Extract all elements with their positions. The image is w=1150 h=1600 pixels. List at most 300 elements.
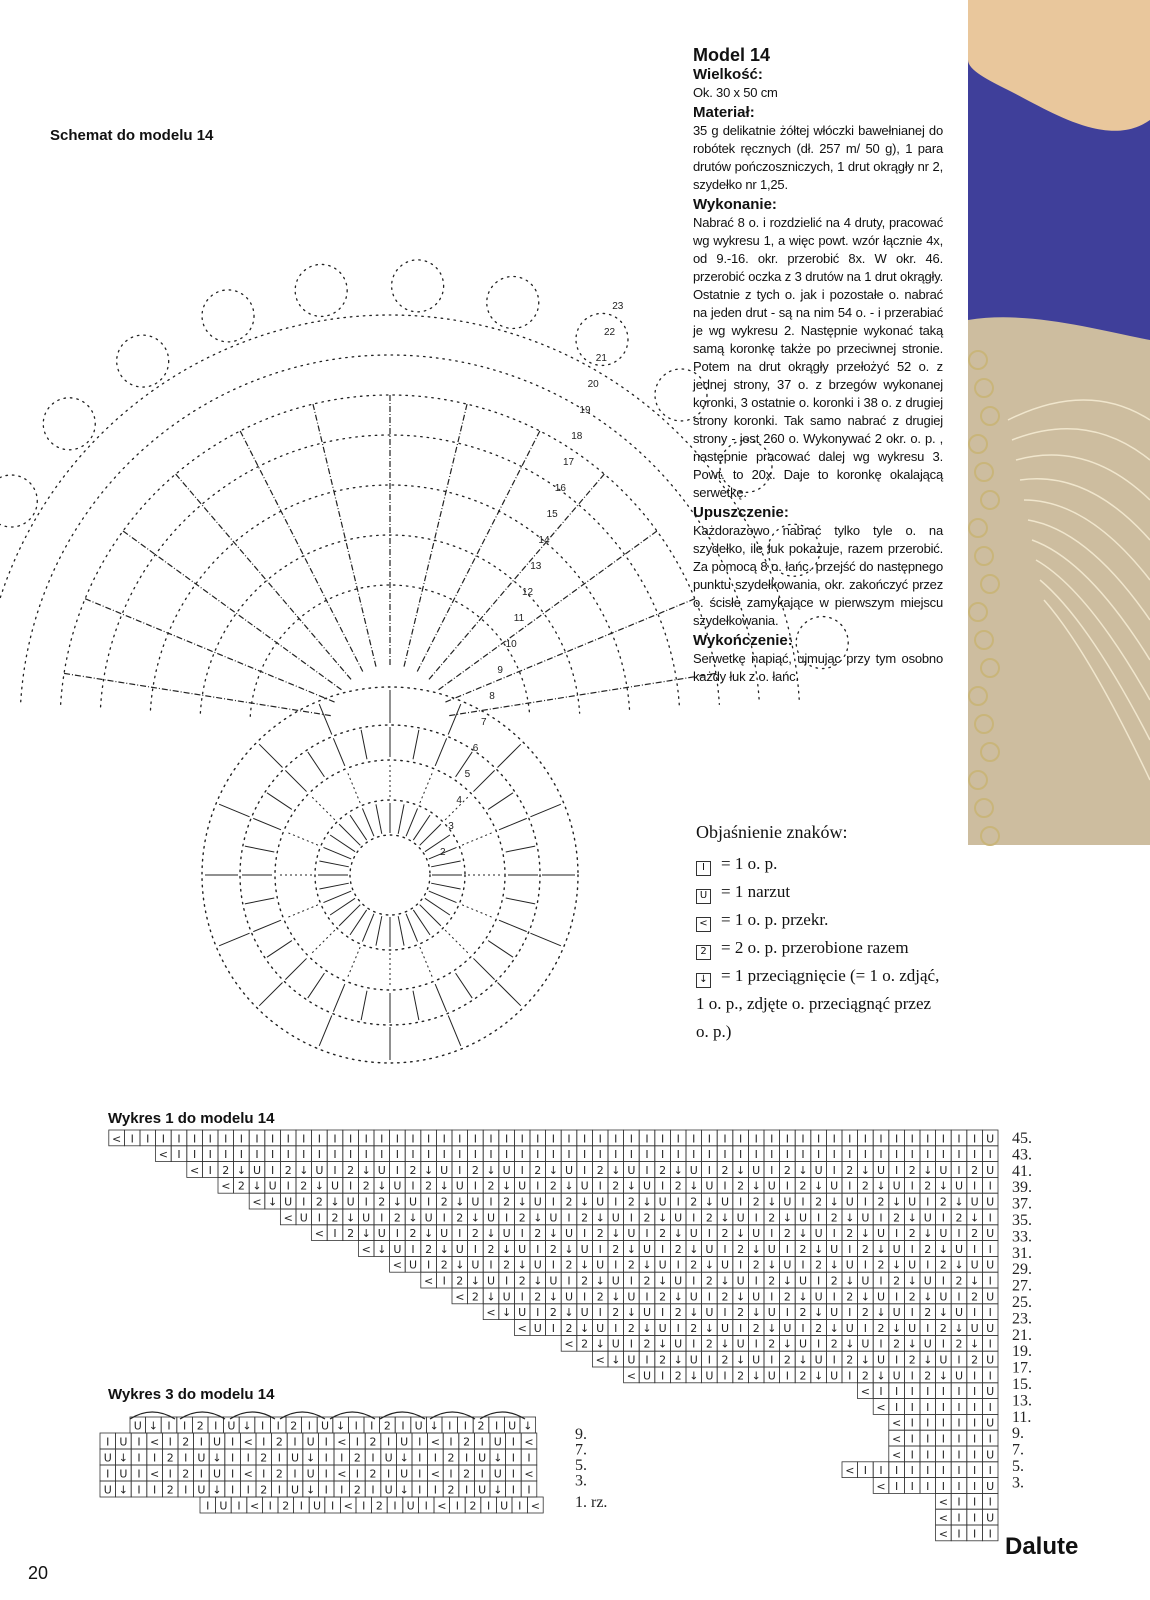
chart-symbol: 2 (581, 1274, 589, 1288)
scheme-stitch (253, 920, 281, 931)
chart-symbol: I (567, 1211, 571, 1225)
chart3-symbol: I (307, 1419, 312, 1433)
scheme-circle (350, 835, 430, 915)
chart-symbol: I (598, 1306, 602, 1320)
chart3-symbol: I (276, 1419, 280, 1433)
chart-symbol: U (814, 1227, 823, 1241)
chart3-symbol: U (400, 1467, 409, 1481)
chart3-symbol: 2 (275, 1467, 283, 1481)
chart3-symbol: U (406, 1499, 415, 1513)
chart-symbol: I (910, 1479, 914, 1493)
chart3-symbol: 2 (290, 1419, 298, 1433)
chart-symbol: ↓ (501, 1242, 512, 1256)
chart-symbol: U (564, 1227, 574, 1241)
chart-symbol: < (361, 1242, 371, 1256)
chart-symbol: ↓ (876, 1242, 886, 1256)
chart3-symbol: 2 (369, 1467, 377, 1481)
chart-symbol: I (957, 1527, 961, 1541)
chart-symbol: I (832, 1148, 836, 1162)
chart-symbol: I (738, 1148, 743, 1162)
chart3-arc (430, 1412, 475, 1419)
chart-symbol: U (502, 1163, 511, 1177)
chart-symbol: ↓ (314, 1179, 325, 1193)
chart1-row-label: 3. (1012, 1474, 1024, 1492)
chart3-symbol: < (243, 1467, 253, 1481)
chart-symbol: ↓ (751, 1179, 761, 1193)
scheme-stitch (506, 898, 535, 904)
chart3-symbol: I (448, 1419, 452, 1433)
chart-symbol: I (988, 1400, 992, 1414)
chart-symbol: 2 (924, 1306, 932, 1320)
chart-symbol: ↓ (735, 1290, 746, 1304)
chart-symbol: 2 (409, 1163, 417, 1177)
chart-symbol: I (582, 1163, 587, 1177)
chart-symbol: I (785, 1369, 790, 1383)
chart-symbol: ↓ (377, 1179, 387, 1193)
chart-symbol: ↓ (517, 1195, 527, 1209)
chart-symbol: I (536, 1306, 540, 1320)
chart-symbol: U (908, 1321, 917, 1335)
chart-symbol: I (941, 1464, 946, 1478)
chart-symbol: I (395, 1163, 400, 1177)
chart1-row-label: 39. (1012, 1179, 1032, 1197)
chart-symbol: ↓ (923, 1353, 933, 1367)
chart-symbol: I (364, 1148, 368, 1162)
chart-symbol: ↓ (486, 1227, 496, 1241)
chart-symbol: ↓ (860, 1290, 871, 1304)
chart3-arc (330, 1412, 375, 1419)
chart-symbol: 2 (705, 1274, 713, 1288)
scheme-round-label: 10 (505, 639, 517, 650)
chart-symbol: U (689, 1353, 698, 1367)
chart-symbol: I (723, 1306, 727, 1320)
chart-symbol: I (598, 1132, 602, 1146)
chart-symbol: ↓ (751, 1369, 761, 1383)
chart-symbol: < (189, 1163, 200, 1177)
scheme-stitch (420, 905, 441, 926)
chart-symbol: U (315, 1163, 324, 1177)
chart-symbol: ↓ (954, 1195, 964, 1209)
chart-symbol: I (348, 1148, 353, 1162)
chart-symbol: I (473, 1179, 478, 1193)
chart-symbol: U (908, 1195, 917, 1209)
chart-symbol: I (988, 1337, 992, 1351)
chart-symbol: U (440, 1227, 449, 1241)
chart-symbol: U (752, 1227, 761, 1241)
scheme-stitch (462, 832, 493, 845)
scheme-round-label: 21 (595, 353, 607, 364)
chart-symbol: 2 (565, 1195, 573, 1209)
chart-symbol: I (863, 1132, 868, 1146)
chart3-symbol: I (237, 1499, 241, 1513)
chart-symbol: I (972, 1479, 977, 1493)
scheme-stitch (311, 930, 335, 954)
chart-symbol: I (411, 1242, 415, 1256)
chart-symbol: I (910, 1132, 914, 1146)
chart3-symbol: I (152, 1451, 157, 1465)
chart3-symbol: 2 (182, 1435, 190, 1449)
chart-symbol: 2 (549, 1179, 557, 1193)
chart-symbol: ↓ (611, 1290, 621, 1304)
scheme-stitch (350, 815, 367, 840)
chart1-row-label: 27. (1012, 1277, 1032, 1295)
chart3-symbol: I (137, 1483, 141, 1497)
chart-symbol: U (564, 1290, 574, 1304)
chart-symbol: ↓ (798, 1353, 808, 1367)
chart-symbol: I (130, 1132, 134, 1146)
chart-symbol: I (333, 1148, 337, 1162)
chart-symbol: 2 (440, 1258, 448, 1272)
chart3-symbol: U (197, 1483, 206, 1497)
chart-symbol: I (317, 1132, 322, 1146)
chart-symbol: I (645, 1148, 649, 1162)
chart-symbol: U (767, 1306, 776, 1320)
scheme-stitch (333, 984, 344, 1012)
chart-symbol: I (645, 1227, 649, 1241)
chart-symbol: ↓ (673, 1353, 683, 1367)
chart-symbol: U (986, 1321, 995, 1335)
chart-symbol: I (707, 1227, 712, 1241)
chart-symbol: ↓ (938, 1306, 949, 1320)
chart3-symbol: I (355, 1467, 360, 1481)
chart3-symbol: ↓ (118, 1483, 129, 1497)
chart3-symbol: 2 (353, 1451, 361, 1465)
chart-symbol: I (910, 1306, 914, 1320)
chart-symbol: U (377, 1163, 386, 1177)
chart-symbol: ↓ (642, 1321, 652, 1335)
chart-symbol: I (442, 1211, 446, 1225)
chart-symbol: 2 (861, 1369, 869, 1383)
chart3-symbol: 2 (469, 1499, 477, 1513)
scheme-stitch (362, 914, 373, 942)
crochet-scheme (0, 165, 670, 1100)
chart-symbol: ↓ (423, 1227, 434, 1241)
chart-symbol: ↓ (517, 1258, 527, 1272)
chart-symbol: I (614, 1132, 618, 1146)
chart-symbol: I (941, 1132, 946, 1146)
chart3-symbol: 2 (196, 1419, 204, 1433)
chart-symbol: I (489, 1148, 493, 1162)
scheme-arc (0, 315, 799, 699)
scheme-stitch (425, 898, 450, 915)
scheme-stitch (420, 824, 441, 845)
chart-symbol: ↓ (845, 1337, 855, 1351)
knitting-chart-3 (100, 1405, 660, 1545)
chart-symbol: I (754, 1337, 758, 1351)
chart-symbol: I (286, 1132, 290, 1146)
scheme-stitch (267, 941, 292, 958)
scheme-scallop (392, 260, 444, 312)
chart1-row-label: 11. (1012, 1408, 1032, 1426)
chart-symbol: U (798, 1211, 808, 1225)
chart-symbol: ↓ (751, 1242, 761, 1256)
chart-symbol: U (970, 1321, 979, 1335)
chart3-symbol: U (290, 1483, 300, 1497)
chart3-symbol: I (262, 1435, 266, 1449)
chart-symbol: < (221, 1179, 231, 1193)
chart-symbol: ↓ (969, 1274, 980, 1288)
chart-symbol: I (972, 1432, 977, 1446)
chart-symbol: < (423, 1274, 434, 1288)
chart1-row-label: 33. (1012, 1228, 1032, 1246)
chart-symbol: U (518, 1242, 527, 1256)
chart-symbol: ↓ (907, 1337, 917, 1351)
chart-symbol: ↓ (439, 1179, 449, 1193)
chart-symbol: I (957, 1148, 961, 1162)
chart3-symbol: 2 (463, 1467, 471, 1481)
chart-symbol: U (986, 1479, 995, 1493)
chart-symbol: 2 (487, 1242, 495, 1256)
chart-symbol: < (876, 1479, 886, 1493)
chart-symbol: < (564, 1337, 574, 1351)
chart-symbol: ↓ (751, 1306, 761, 1320)
chart3-symbol: I (340, 1483, 344, 1497)
chart-symbol: 2 (627, 1321, 635, 1335)
chart-symbol: I (380, 1148, 384, 1162)
chart-symbol: I (816, 1132, 821, 1146)
chart-symbol: I (660, 1306, 665, 1320)
chart-symbol: I (442, 1274, 446, 1288)
chart3-symbol: I (324, 1467, 328, 1481)
chart-symbol: I (972, 1132, 977, 1146)
chart-symbol: 2 (768, 1274, 776, 1288)
chart3-symbol: U (212, 1435, 222, 1449)
chart-symbol: I (707, 1353, 712, 1367)
chart-symbol: I (645, 1290, 649, 1304)
scheme-stitch (259, 982, 282, 1005)
chart-symbol: ↓ (439, 1242, 449, 1256)
chart-symbol: I (879, 1464, 883, 1478)
scheme-stitch (398, 916, 404, 945)
chart-symbol: U (736, 1211, 745, 1225)
chart-symbol: I (848, 1306, 852, 1320)
chart-symbol: 2 (690, 1321, 698, 1335)
scheme-ray (313, 404, 376, 667)
chart-symbol: U (923, 1337, 932, 1351)
chart-symbol: ↓ (626, 1179, 637, 1193)
scheme-stitch (506, 846, 535, 852)
chart-symbol: ↓ (470, 1274, 481, 1288)
chart-symbol: I (364, 1132, 368, 1146)
chart-symbol: 2 (815, 1258, 823, 1272)
chart-symbol: U (986, 1416, 995, 1430)
chart-symbol: I (629, 1337, 634, 1351)
chart-symbol: U (596, 1321, 605, 1335)
scheme-stitch (361, 991, 367, 1020)
chart-symbol: I (816, 1211, 821, 1225)
chart-symbol: ↓ (798, 1227, 808, 1241)
chart3-symbol: U (197, 1451, 206, 1465)
chart-symbol: ↓ (564, 1242, 574, 1256)
chart-symbol: I (442, 1148, 446, 1162)
chart3-symbol: < (530, 1499, 541, 1513)
scheme-round-label: 5 (464, 769, 471, 780)
chart-symbol: I (551, 1148, 556, 1162)
chart3-arc (180, 1412, 225, 1419)
chart-symbol: U (627, 1290, 636, 1304)
chart-symbol: I (473, 1242, 478, 1256)
chart-symbol: 2 (752, 1258, 760, 1272)
scheme-stitch (362, 808, 373, 836)
chart-symbol: I (286, 1148, 290, 1162)
chart3-symbol: U (227, 1419, 236, 1433)
chart-symbol: I (926, 1416, 930, 1430)
scheme-stitch (267, 793, 292, 810)
chart-symbol: 2 (971, 1163, 979, 1177)
scheme-stitch (319, 704, 332, 734)
chart3-symbol: 2 (182, 1467, 190, 1481)
chart-symbol: I (957, 1132, 961, 1146)
chart-symbol: I (941, 1274, 946, 1288)
chart-symbol: ↓ (470, 1211, 481, 1225)
scheme-stitch (413, 730, 419, 759)
chart-symbol: I (614, 1321, 618, 1335)
chart3-symbol: < (149, 1467, 160, 1481)
chart3-symbol: ↓ (148, 1419, 159, 1433)
chart-symbol: I (848, 1132, 852, 1146)
chart-symbol: < (891, 1448, 902, 1462)
chart3-symbol: I (418, 1435, 422, 1449)
chart-symbol: I (988, 1274, 992, 1288)
chart-symbol: I (208, 1132, 212, 1146)
chart-symbol: I (567, 1132, 571, 1146)
legend-title: Objaśnienie znaków: (696, 822, 848, 842)
scheme-round-label: 9 (497, 665, 503, 676)
chart-symbol: I (504, 1211, 509, 1225)
scheme-scallop (0, 475, 37, 527)
chart-symbol: < (595, 1353, 605, 1367)
chart-symbol: I (770, 1148, 774, 1162)
scheme-stitch (445, 930, 469, 954)
chart-symbol: I (972, 1369, 977, 1383)
chart-symbol: I (832, 1227, 836, 1241)
scheme-stitch (431, 861, 460, 867)
chart-symbol: I (972, 1179, 977, 1193)
chart-symbol: 2 (955, 1274, 963, 1288)
chart-symbol: I (536, 1148, 540, 1162)
chart-symbol: I (926, 1479, 930, 1493)
chart-symbol: ↓ (938, 1369, 949, 1383)
chart-symbol: I (333, 1227, 337, 1241)
chart-symbol: 2 (721, 1163, 729, 1177)
chart-symbol: U (284, 1195, 293, 1209)
chart-symbol: U (892, 1369, 901, 1383)
scheme-stitch (429, 891, 457, 902)
scheme-stitch (413, 991, 419, 1020)
chart-symbol: U (549, 1211, 558, 1225)
chart-symbol: 2 (737, 1369, 745, 1383)
chart3-symbol: 2 (463, 1435, 471, 1449)
scheme-stitch (339, 905, 360, 926)
chart-symbol: 2 (846, 1353, 854, 1367)
chart3-symbol: I (268, 1499, 272, 1513)
chart3-symbol: ↓ (399, 1483, 409, 1497)
chart-symbol: 2 (955, 1337, 963, 1351)
chart-symbol: U (642, 1179, 652, 1193)
chart-symbol: ↓ (876, 1369, 886, 1383)
chart-symbol: 2 (565, 1258, 573, 1272)
chart-symbol: ↓ (829, 1258, 839, 1272)
chart-symbol: I (941, 1211, 946, 1225)
chart-symbol: I (801, 1321, 805, 1335)
chart3-symbol: I (401, 1419, 405, 1433)
chart-symbol: ↓ (845, 1211, 855, 1225)
chart-symbol: U (830, 1306, 839, 1320)
chart-symbol: I (645, 1353, 649, 1367)
chart-symbol: ↓ (704, 1321, 715, 1335)
chart-symbol: I (770, 1290, 774, 1304)
chart-symbol: U (611, 1337, 620, 1351)
chart-symbol: ↓ (657, 1337, 668, 1351)
chart-symbol: 2 (783, 1290, 791, 1304)
chart-symbol: U (986, 1195, 995, 1209)
chart3-symbol: 2 (447, 1451, 455, 1465)
chart3-symbol: U (103, 1483, 112, 1497)
chart-symbol: 2 (861, 1306, 869, 1320)
chart-symbol: U (705, 1306, 714, 1320)
chart3-symbol: 2 (275, 1435, 283, 1449)
chart-symbol: U (845, 1258, 854, 1272)
chart3-symbol: I (371, 1451, 375, 1465)
chart-symbol: 2 (674, 1369, 682, 1383)
chart-symbol: < (111, 1132, 122, 1146)
chart-symbol: U (674, 1274, 683, 1288)
chart-symbol: ↓ (486, 1290, 496, 1304)
chart-symbol: I (738, 1321, 743, 1335)
chart-symbol: 2 (861, 1179, 869, 1193)
chart-symbol: ↓ (408, 1211, 418, 1225)
chart1-row-label: 21. (1012, 1326, 1032, 1344)
chart-symbol: I (957, 1353, 961, 1367)
chart-symbol: U (674, 1337, 683, 1351)
chart-symbol: ↓ (548, 1227, 559, 1241)
chart-symbol: 2 (471, 1227, 479, 1241)
chart-symbol: ↓ (267, 1195, 278, 1209)
chart-symbol: 2 (893, 1274, 901, 1288)
scheme-round-label: 15 (546, 509, 558, 520)
chart3-symbol: U (320, 1419, 330, 1433)
scheme-ray (445, 599, 694, 702)
chart-symbol: I (988, 1495, 992, 1509)
chart-symbol: < (860, 1385, 871, 1399)
chart-symbol: U (970, 1195, 979, 1209)
chart3-symbol: I (324, 1451, 328, 1465)
chart-symbol: I (848, 1369, 852, 1383)
scheme-stitch (347, 947, 360, 978)
chart-symbol: I (816, 1337, 821, 1351)
chart-symbol: U (986, 1290, 995, 1304)
chart3-symbol: 2 (383, 1419, 391, 1433)
scheme-stitch (361, 730, 367, 759)
chart-symbol: I (972, 1148, 977, 1162)
chart-symbol: I (879, 1148, 883, 1162)
chart-symbol: I (926, 1448, 930, 1462)
chart-symbol: I (957, 1163, 961, 1177)
chart-symbol: I (754, 1274, 758, 1288)
chart-symbol: ↓ (392, 1195, 403, 1209)
chart-symbol: I (302, 1195, 306, 1209)
legend-item (696, 850, 946, 878)
chart-symbol: I (894, 1400, 899, 1414)
chart-symbol: 2 (627, 1195, 635, 1209)
chart3-symbol: I (152, 1483, 157, 1497)
chart3-symbol: I (480, 1467, 484, 1481)
chart-symbol: I (239, 1148, 244, 1162)
chart-symbol: 2 (534, 1163, 542, 1177)
chart-symbol: U (268, 1179, 277, 1193)
chart-symbol: I (879, 1385, 883, 1399)
section-heading: Wielkość: (693, 66, 763, 83)
